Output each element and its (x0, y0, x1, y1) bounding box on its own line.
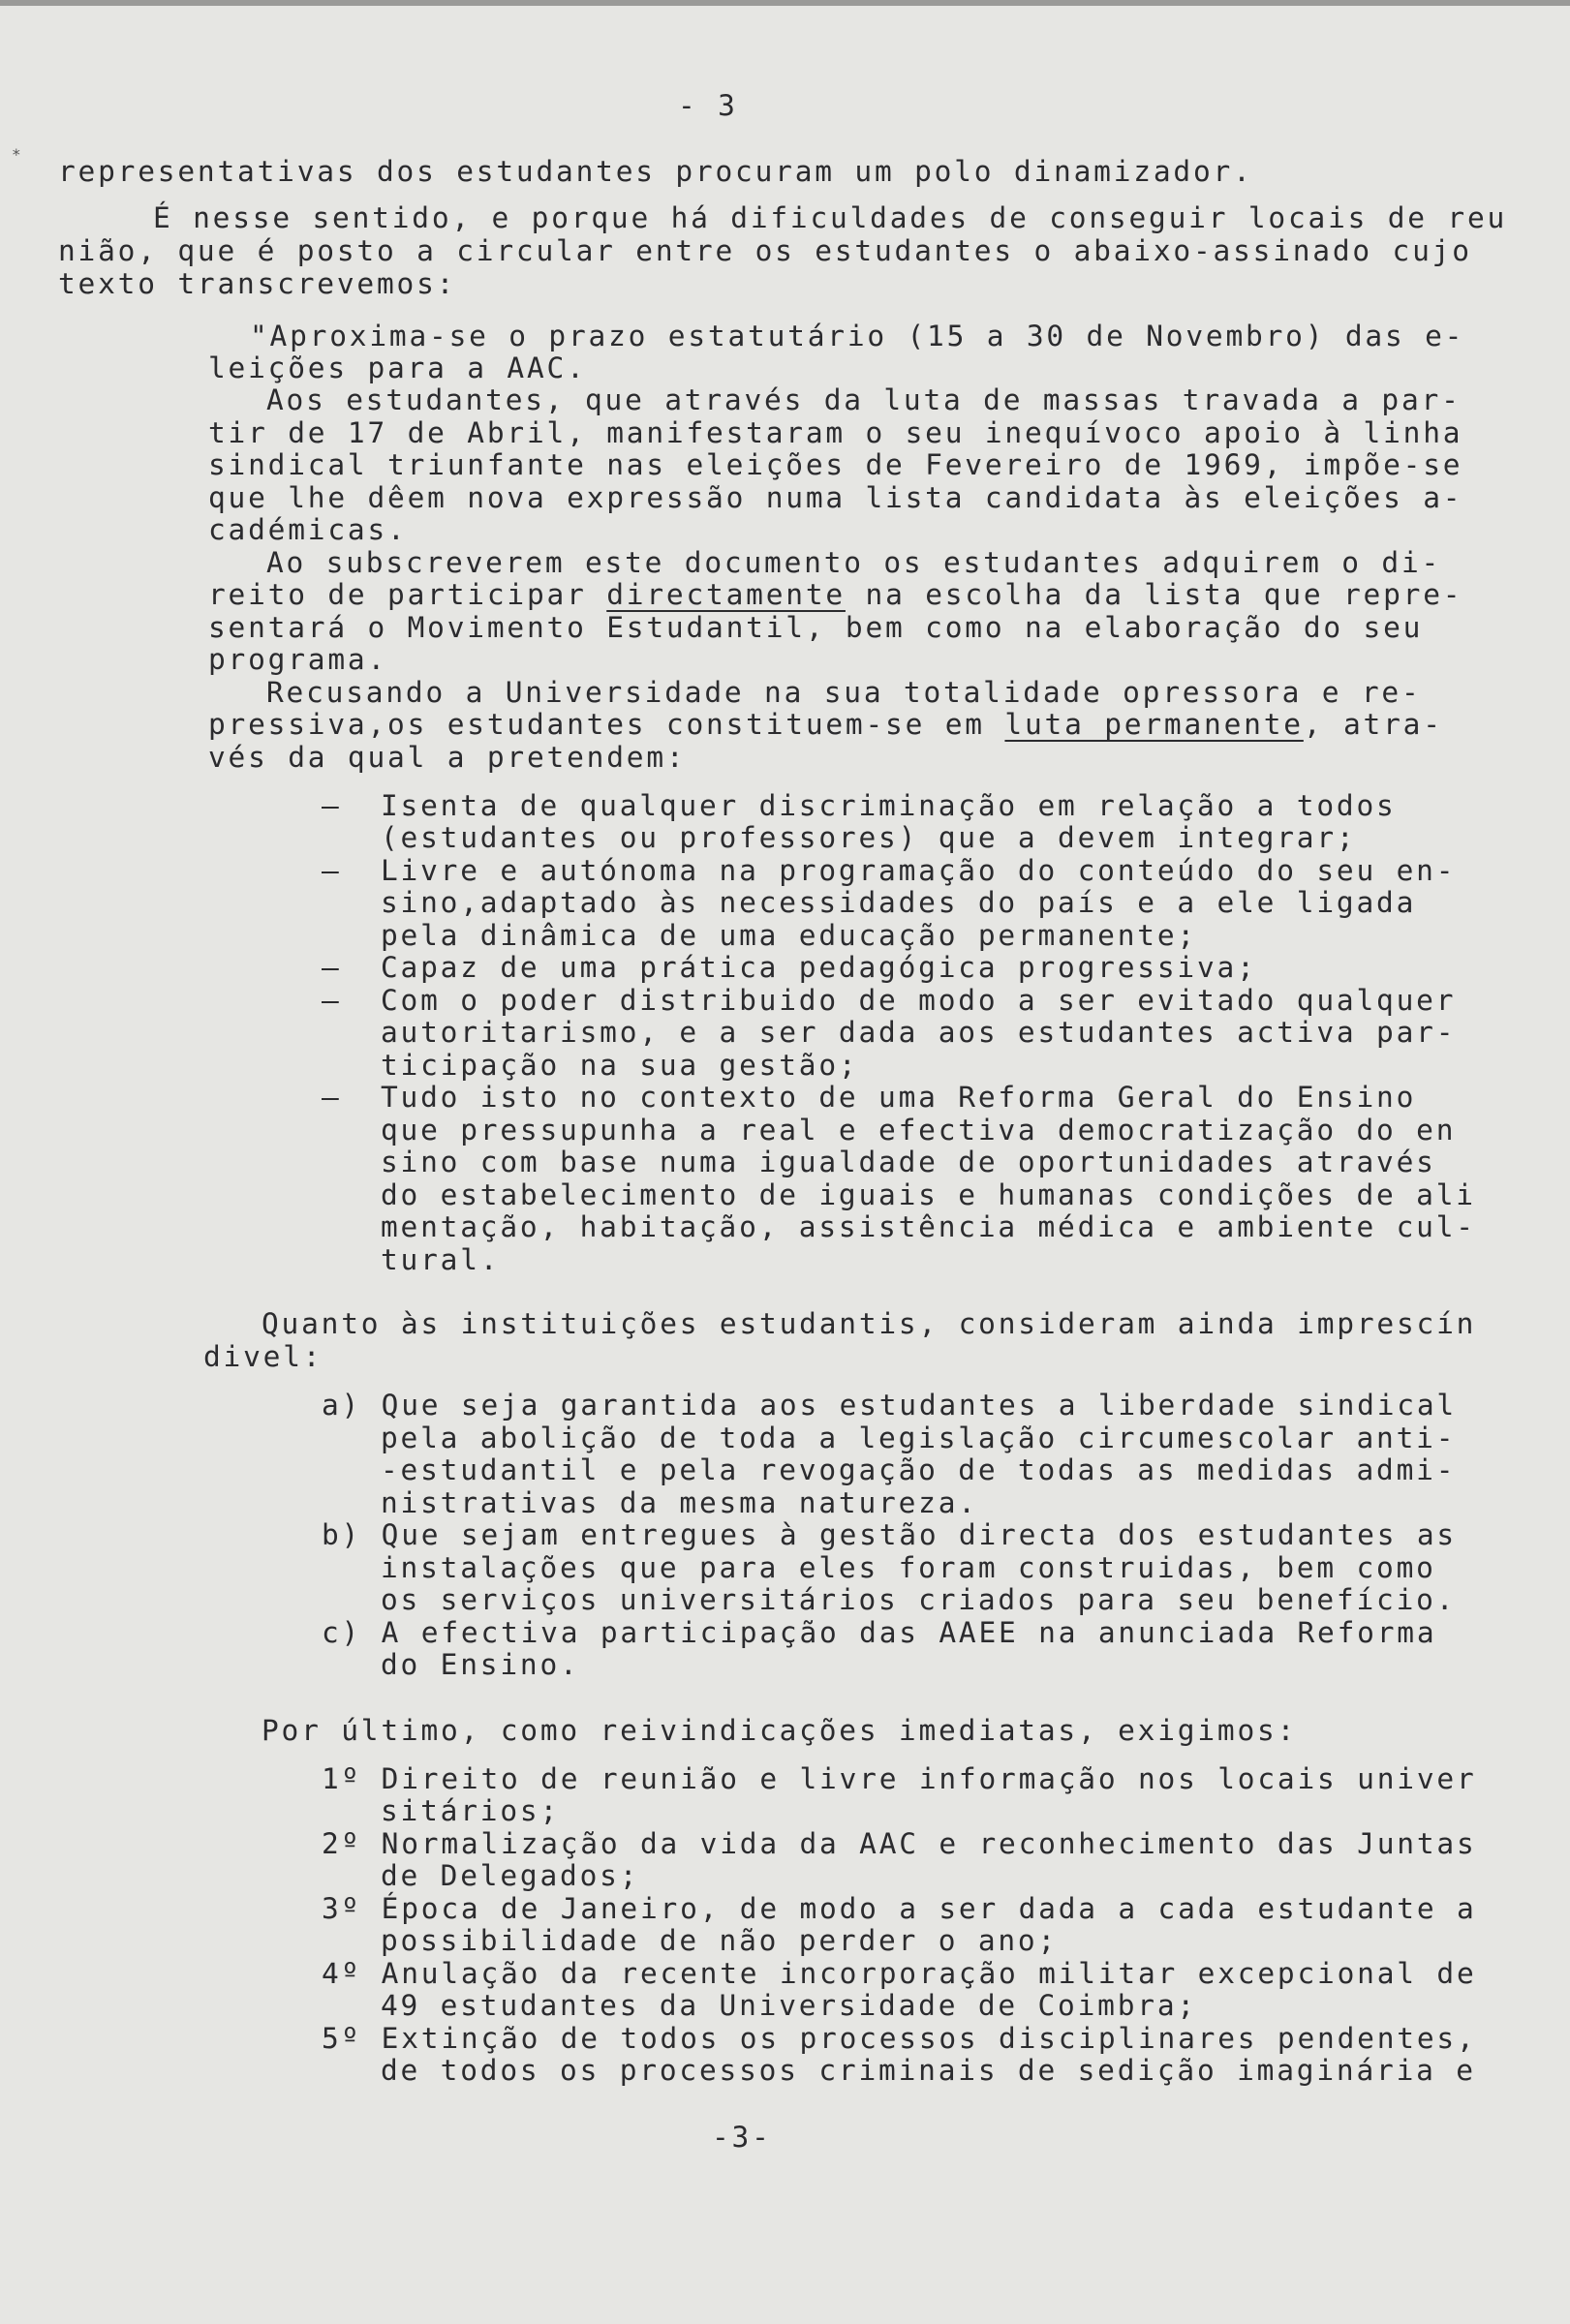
list-item-line: sino com base numa igualdade de oportunidades através (381, 1146, 1436, 1178)
list-item-line: Tudo isto no contexto de uma Reforma Geral do Ensino (381, 1081, 1417, 1114)
list-item-line: de todos os processos criminais de sedição imaginária e (381, 2054, 1476, 2087)
page-edge (0, 0, 1570, 6)
list-item-line: pela dinâmica de uma educação permanente; (381, 919, 1197, 952)
paragraph-line: É nesse sentido, e porque há dificuldades de conseguir locais de reu (153, 201, 1508, 234)
list-item-line: mentação, habitação, assistência médica e ambiente cul- (381, 1210, 1476, 1243)
quote-line: programa. (208, 643, 388, 676)
list-item-line: nistrativas da mesma natureza. (381, 1486, 978, 1519)
underlined-word: luta permanente (1004, 708, 1304, 741)
list-item-line: possibilidade de não perder o ano; (381, 1924, 1059, 1957)
list-item-line: Isenta de qualquer discriminação em relação a todos (381, 789, 1397, 822)
page-number: -3- (712, 2121, 772, 2154)
list-item-line: sitários; (381, 1794, 561, 1827)
quote-line: leições para a AAC. (208, 352, 587, 384)
margin-mark: * (12, 145, 21, 164)
quote-line: sentará o Movimento Estudantil, bem como na elaboração do seu (208, 611, 1424, 644)
list-item-line: Livre e autónoma na programação do conteúdo do seu en- (381, 854, 1457, 887)
list-item-line: -estudantil e pela revogação de todas as medidas admi- (381, 1453, 1457, 1486)
list-item-line: do estabelecimento de iguais e humanas condições de ali (381, 1178, 1476, 1211)
paragraph-line: texto transcrevemos: (58, 267, 457, 300)
list-item-line: 2º Normalização da vida da AAC e reconhecimento das Juntas (322, 1827, 1477, 1860)
list-item-line: b) Que sejam entregues à gestão directa dos estudantes as (322, 1518, 1457, 1551)
dash-bullet: — (322, 789, 339, 822)
page-marker: - 3 (678, 89, 738, 122)
list-item-line: sino,adaptado às necessidades do país e a ele ligada (381, 886, 1417, 919)
quote-line: "Aproxima-se o prazo estatutário (15 a 30 de Novembro) das e- (250, 320, 1465, 352)
list-item-line: c) A efectiva participação das AAEE na anunciada Reforma (322, 1616, 1437, 1649)
list-item-line: 3º Época de Janeiro, de modo a ser dada a cada estudante a (322, 1892, 1477, 1925)
quote-line: Ao subscreverem este documento os estudantes adquirem o di- (266, 546, 1442, 579)
quote-line: vés da qual a pretendem: (208, 741, 687, 774)
quote-line: pressiva,os estudantes constituem-se em luta permanente, atra- (208, 708, 1443, 741)
dash-bullet: — (322, 984, 339, 1017)
list-item-line: de Delegados; (381, 1859, 640, 1892)
list-item-line: instalações que para eles foram construidas, bem como (381, 1551, 1436, 1584)
dash-bullet: — (322, 1081, 339, 1114)
underlined-word: directamente (606, 578, 846, 611)
list-item-line: (estudantes ou professores) que a devem integrar; (381, 821, 1357, 854)
quote-line: tir de 17 de Abril, manifestaram o seu inequívoco apoio à linha (208, 416, 1463, 449)
list-item-line: do Ensino. (381, 1648, 580, 1681)
list-item-line: que pressupunha a real e efectiva democratização do en (381, 1114, 1457, 1147)
list-item-line: 5º Extinção de todos os processos disciplinares pendentes, (322, 2022, 1477, 2055)
paragraph-line: divel: (203, 1340, 323, 1373)
paragraph-line: nião, que é posto a circular entre os estudantes o abaixo-assinado cujo (58, 234, 1472, 267)
dash-bullet: — (322, 951, 339, 984)
list-item-line: 1º Direito de reunião e livre informação nos locais univer (322, 1762, 1477, 1795)
list-item-line: tural. (381, 1243, 501, 1276)
list-item-line: pela abolição de toda a legislação circumescolar anti- (381, 1422, 1457, 1454)
list-item-line: 49 estudantes da Universidade de Coimbra; (381, 1989, 1197, 2022)
list-item-line: Com o poder distribuido de modo a ser evitado qualquer (381, 984, 1457, 1017)
quote-line: que lhe dêem nova expressão numa lista candidata às eleições a- (208, 481, 1463, 514)
quote-line: reito de participar directamente na escolha da lista que repre- (208, 578, 1463, 611)
paragraph-line: Por último, como reivindicações imediatas, exigimos: (262, 1714, 1298, 1747)
quote-line: Recusando a Universidade na sua totalidade opressora e re- (266, 676, 1422, 709)
list-item-line: autoritarismo, e a ser dada aos estudantes activa par- (381, 1016, 1457, 1049)
list-item-line: os serviços universitários criados para seu benefício. (381, 1583, 1457, 1616)
quote-line: sindical triunfante nas eleições de Fevereiro de 1969, impõe-se (208, 448, 1463, 481)
paragraph-line: Quanto às instituições estudantis, consideram ainda imprescín (262, 1307, 1477, 1340)
dash-bullet: — (322, 854, 339, 887)
paragraph-line: representativas dos estudantes procuram um polo dinamizador. (58, 155, 1253, 188)
list-item-line: Capaz de uma prática pedagógica progressiva; (381, 951, 1257, 984)
list-item-line: a) Que seja garantida aos estudantes a liberdade sindical (322, 1389, 1457, 1422)
quote-line: cadémicas. (208, 513, 408, 546)
quote-line: Aos estudantes, que através da luta de massas travada a par- (266, 383, 1462, 416)
list-item-line: 4º Anulação da recente incorporação militar excepcional de (322, 1957, 1477, 1990)
list-item-line: ticipação na sua gestão; (381, 1049, 859, 1082)
